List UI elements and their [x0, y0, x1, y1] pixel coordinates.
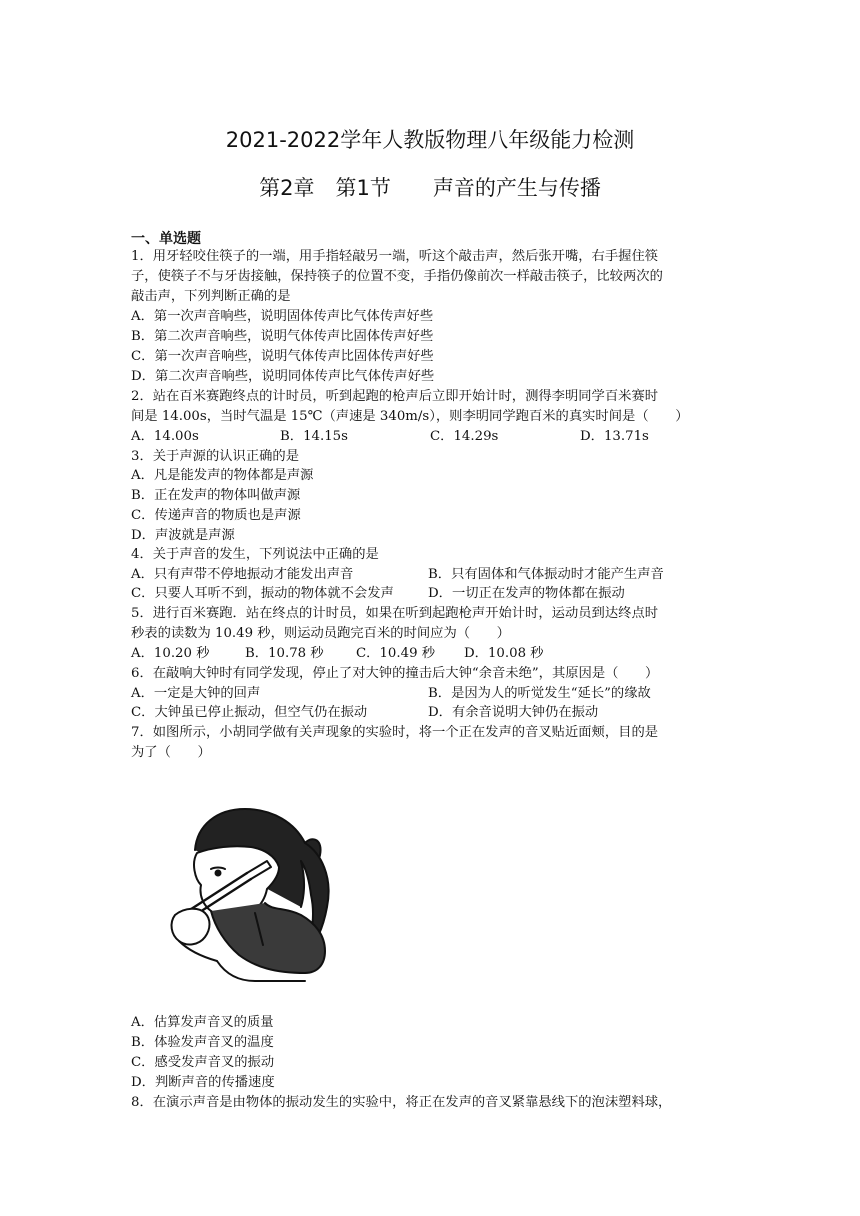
question-7-option-c: C．感受发声音叉的振动 — [131, 1055, 275, 1070]
question-3-option-a: A．凡是能发声的物体都是声源 — [131, 468, 314, 483]
question-7-line-1: 7．如图所示，小胡同学做有关声现象的实验时，将一个正在发声的音叉贴近面颊，目的是 — [131, 725, 659, 740]
question-6-option-d: D．有余音说明大钟仍在振动 — [428, 705, 599, 720]
question-7-option-d: D．判断声音的传播速度 — [131, 1075, 275, 1090]
question-4-option-c: C．只要人耳听不到，振动的物体就不会发声 — [131, 586, 394, 601]
question-8-line-1: 8．在演示声音是由物体的振动发生的实验中，将正在发声的音叉紧靠悬线下的泡沫塑料球， — [131, 1095, 672, 1110]
question-4-option-d: D．一切正在发声的物体都在振动 — [428, 586, 625, 601]
question-6-option-b: B．是因为人的听觉发生“延长”的缘故 — [428, 686, 651, 701]
question-7-option-a: A．估算发声音叉的质量 — [131, 1015, 274, 1030]
section-heading: 一、单选题 — [131, 231, 201, 247]
question-1-option-b: B．第二次声音响些，说明气体传声比固体传声好些 — [131, 329, 434, 344]
question-2-line-1: 2．站在百米赛跑终点的计时员，听到起跑的枪声后立即开始计时，测得李明同学百米赛时 — [131, 389, 659, 404]
question-6-line-1: 6．在敲响大钟时有同学发现，停止了对大钟的撞击后大钟“余音未绝”，其原因是（ ） — [131, 666, 659, 681]
question-7-line-2: 为了（ ） — [131, 745, 211, 760]
question-1-option-a: A．第一次声音响些，说明固体传声比气体传声好些 — [131, 309, 434, 324]
question-4-line-1: 4．关于声音的发生，下列说法中正确的是 — [131, 547, 379, 562]
question-1-line-3: 敲击声，下列判断正确的是 — [131, 289, 291, 304]
question-7-option-b: B．体验发声音叉的温度 — [131, 1035, 274, 1050]
question-3-option-b: B．正在发声的物体叫做声源 — [131, 488, 301, 503]
question-3-line-1: 3．关于声源的认识正确的是 — [131, 449, 300, 464]
question-4-option-a: A．只有声带不停地振动才能发出声音 — [131, 567, 354, 582]
question-1-line-2: 子，使筷子不与牙齿接触，保持筷子的位置不变，手指仍像前次一样敲击筷子，比较两次的 — [131, 269, 663, 284]
question-5-option-c: C．10.49 秒 — [356, 646, 436, 661]
question-1-option-d: D．第二次声音响些，说明同体传声比气体传声好些 — [131, 369, 435, 384]
question-5-option-b: B．10.78 秒 — [245, 646, 324, 661]
question-2-option-a: A．14.00s — [131, 429, 199, 444]
question-5-option-d: D．10.08 秒 — [464, 646, 544, 661]
question-6-option-a: A．一定是大钟的回声 — [131, 686, 261, 701]
question-5-line-2: 秒表的读数为 10.49 秒，则运动员跑完百米的时间应为（ ） — [131, 626, 510, 641]
girl-with-tuning-fork-illustration — [155, 795, 335, 985]
document-subtitle: 第2章 第1节 声音的产生与传播 — [259, 176, 601, 200]
question-5-option-a: A．10.20 秒 — [131, 646, 210, 661]
question-3-option-c: C．传递声音的物质也是声源 — [131, 508, 301, 523]
question-2-option-d: D．13.71s — [580, 429, 649, 444]
question-1-option-c: C．第一次声音响些，说明气体传声比固体传声好些 — [131, 349, 434, 364]
question-6-option-c: C．大钟虽已停止振动，但空气仍在振动 — [131, 705, 368, 720]
question-5-line-1: 5．进行百米赛跑．站在终点的计时员，如果在听到起跑枪声开始计时，运动员到达终点时 — [131, 606, 659, 621]
question-2-option-c: C．14.29s — [430, 429, 499, 444]
question-4-option-b: B．只有固体和气体振动时才能产生声音 — [428, 567, 664, 582]
question-2-option-b: B．14.15s — [280, 429, 348, 444]
question-2-line-2: 间是 14.00s，当时气温是 15℃（声速是 340m/s），则李明同学跑百米的真实时间是（ ） — [131, 409, 689, 424]
question-1-line-1: 1．用牙轻咬住筷子的一端，用手指轻敲另一端，听这个敲击声，然后张开嘴，右手握住筷 — [131, 249, 659, 264]
document-title: 2021-2022学年人教版物理八年级能力检测 — [225, 128, 635, 152]
question-3-option-d: D．声波就是声源 — [131, 528, 235, 543]
